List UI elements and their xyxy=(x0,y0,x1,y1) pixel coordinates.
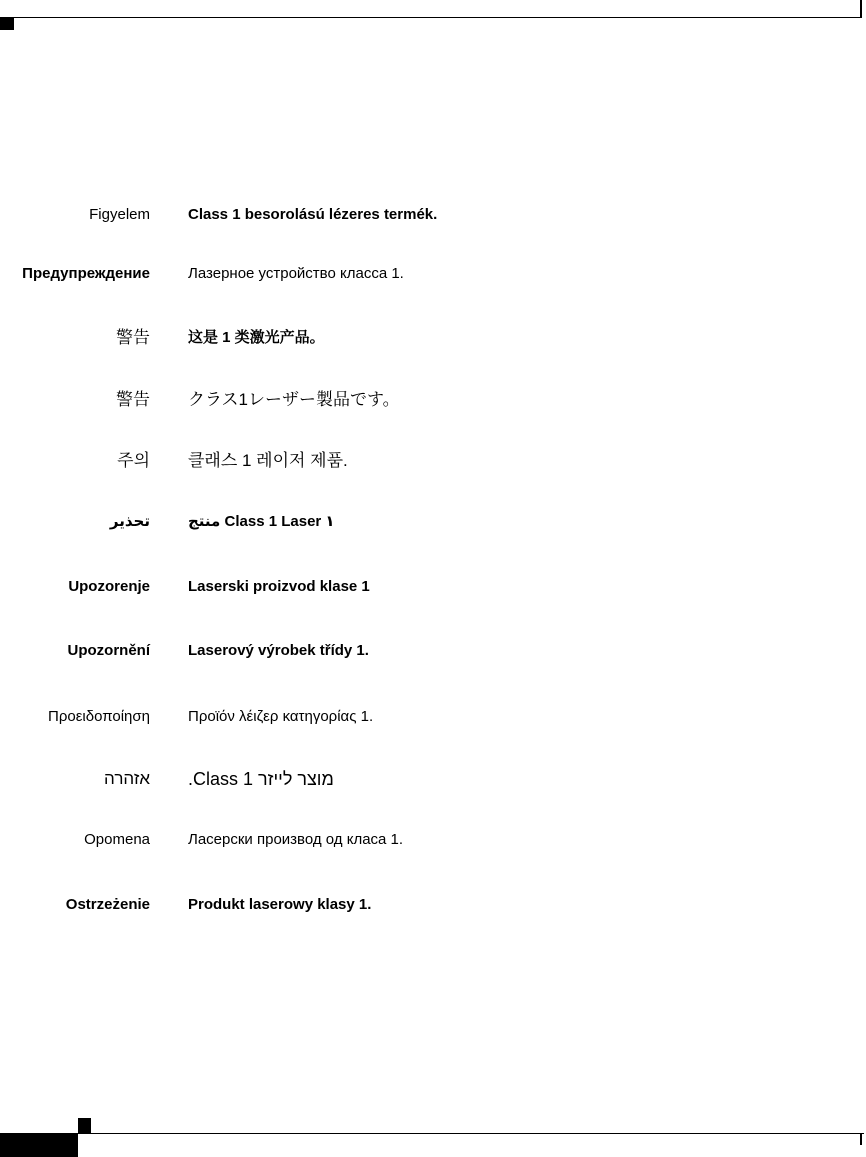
footer-tab xyxy=(0,1133,78,1157)
warning-label: Upozorenje xyxy=(68,578,150,595)
warning-statement: Ласерски производ од класа 1. xyxy=(188,831,404,848)
warning-row-russian xyxy=(0,262,866,292)
warning-label: 警告 xyxy=(116,390,150,409)
warning-row-greek xyxy=(0,705,866,735)
warning-label: Figyelem xyxy=(89,206,150,223)
warning-label: Προειδοποίηση xyxy=(48,708,150,725)
warning-statement: Class 1 besorolású lézeres termék. xyxy=(188,206,438,223)
bottom-rule xyxy=(78,1133,864,1134)
warning-statement: Лазерное устройство класса 1. xyxy=(188,265,404,282)
warning-label: تحذير xyxy=(109,513,150,530)
warning-label: Upozornění xyxy=(67,642,150,659)
warning-label: Ostrzeżenie xyxy=(65,896,150,913)
warning-row-macedonian xyxy=(0,828,866,858)
bottom-marker xyxy=(78,1118,91,1133)
warning-row-arabic xyxy=(0,510,866,540)
warning-label: 警告 xyxy=(116,328,150,347)
warning-statement: 클래스 1 레이저 제품. xyxy=(188,451,348,470)
warning-label: Opomena xyxy=(84,831,150,848)
warning-statement: منتج Class 1 Laser ١ xyxy=(188,513,335,530)
warning-label: 주의 xyxy=(117,451,150,470)
warning-row-japanese xyxy=(0,388,866,418)
warning-statement: Laserový výrobek třídy 1. xyxy=(188,642,369,659)
warning-statement: クラス1レーザー製品です。 xyxy=(188,390,400,409)
warning-row-korean xyxy=(0,449,866,479)
warning-statement: 这是 1 类激光产品。 xyxy=(188,329,325,346)
top-left-marker xyxy=(0,18,14,30)
top-rule xyxy=(0,17,862,18)
top-right-tick xyxy=(860,0,862,18)
warning-row-polish xyxy=(0,893,866,923)
warning-statement: Produkt laserowy klasy 1. xyxy=(188,896,372,913)
warning-row-hebrew xyxy=(0,767,866,797)
warning-statement: מוצר לייזר Class 1. xyxy=(188,769,334,789)
bottom-right-tick xyxy=(860,1133,862,1145)
warning-row-czech xyxy=(0,639,866,669)
warning-label: אזהרה xyxy=(104,769,150,788)
warning-label: Предупреждение xyxy=(22,265,150,282)
warning-statement: Laserski proizvod klase 1 xyxy=(188,578,370,595)
warning-row-chinese xyxy=(0,326,866,356)
warning-row-hungarian xyxy=(0,203,866,233)
warning-statement: Προϊόν λέιζερ κατηγορίας 1. xyxy=(188,708,374,725)
warning-row-croatian xyxy=(0,575,866,605)
